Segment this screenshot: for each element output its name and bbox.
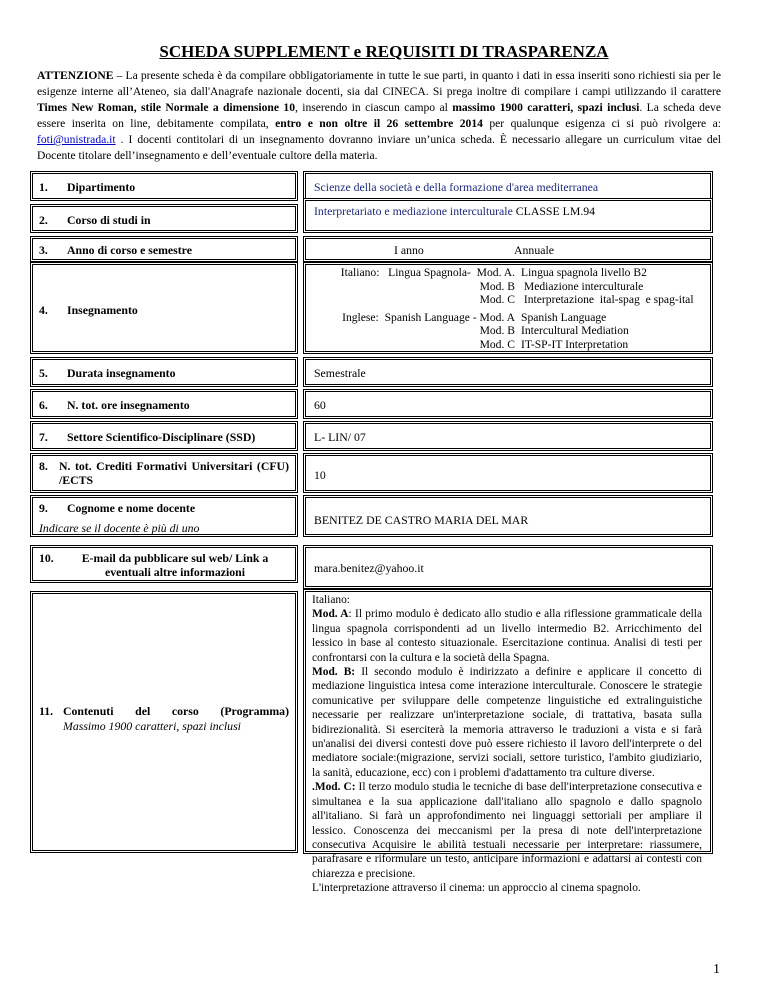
mod-b-text: Il secondo modulo è indirizzato a definire e applicare il concetto di mediazione linguistica intesa come interazione interculturale. Conoscere le strategie comunicative per sviluppare delle competenze linguistiche ed extralinguistiche necessarie per realizzare un'interpretazione sociale, di trattativa, basata sulla bidirezionalità. Si eserciterà la memoria attraverso le traduzioni a vista e si farà un'analisi dei diversi contesti dove può essere richiesto il lavoro dell'interprete o del mediatore sociale:(migrazione, servizi sociali, settore turistico, l'ambito giudiziario, la sanità, educazione, ecc) con i problemi d'adattamento tra culture diverse. bbox=[312, 666, 702, 779]
row-1-number: 1. bbox=[39, 180, 48, 194]
semester-value: Annuale bbox=[514, 243, 554, 257]
notice-text-2: , inserendo in ciascun campo al bbox=[295, 101, 453, 114]
notice-paragraph bbox=[37, 68, 721, 164]
teaching-module: Mod. C bbox=[479, 337, 515, 351]
row-9-value-cell bbox=[303, 495, 713, 537]
row-3-label-cell bbox=[30, 236, 298, 262]
year-value: I anno bbox=[394, 243, 424, 257]
email-value: mara.benitez@yahoo.it bbox=[314, 561, 424, 575]
teaching-title: Intercultural Mediation bbox=[521, 324, 629, 338]
row-11-heading bbox=[39, 704, 289, 719]
notice-attenzione: ATTENZIONE bbox=[37, 69, 114, 82]
teaching-module: Mod. B bbox=[479, 324, 515, 338]
notice-text-4: per qualunque esigenza ci si può rivolgere a: bbox=[482, 117, 721, 130]
row-1-label: Dipartimento bbox=[67, 180, 136, 194]
row-11-number: 11. bbox=[39, 704, 54, 718]
row-5-value-cell bbox=[303, 357, 713, 387]
mod-c-label: .Mod. C: bbox=[312, 781, 356, 794]
teaching-title: Mediazione interculturale bbox=[521, 279, 644, 293]
teaching-line bbox=[312, 280, 708, 294]
row-3-label: Anno di corso e semestre bbox=[67, 243, 192, 257]
row-4-number: 4. bbox=[39, 303, 48, 317]
row-11-note: Massimo 1900 caratteri, spazi inclusi bbox=[63, 719, 241, 733]
row-4-value-cell bbox=[303, 262, 713, 354]
course-value: Interpretariato e mediazione interculturale bbox=[314, 204, 513, 218]
row-4-label: Insegnamento bbox=[67, 303, 138, 317]
row-7-value-cell bbox=[303, 421, 713, 451]
notice-deadline: entro e non oltre il 26 settembre 2014 bbox=[275, 117, 483, 130]
mod-a-text: : Il primo modulo è dedicato allo studio e alla riflessione grammaticale della lingua spagnola corrispondenti ad un livello intermedio B2. Arricchimento del lessico in base al contesto situazionale. Esercitazione continua. Analisi di testi per confrontarsi con la cultura e la società della Spagna. bbox=[312, 608, 703, 664]
teaching-module: Italiano: Lingua Spagnola- Mod. A. bbox=[340, 266, 515, 279]
row-3-number: 3. bbox=[39, 243, 48, 257]
notice-text-5: . I docenti contitolari di un insegnamento dovranno inviare un’unica scheda. È necessario allegare un curriculum vitae del Docente titolare dell’insegnamento e dell’eventuale cultore della materia. bbox=[37, 133, 721, 162]
page-number: 1 bbox=[713, 962, 720, 977]
department-value: Scienze della società e della formazione d'area mediterranea bbox=[314, 180, 599, 194]
row-3-value-cell bbox=[303, 236, 713, 262]
row-9-number: 9. bbox=[39, 501, 48, 515]
row-8-number: 8. bbox=[39, 459, 48, 473]
row-5-number: 5. bbox=[39, 366, 48, 380]
teaching-line bbox=[312, 311, 708, 325]
content-intro: Italiano: bbox=[312, 594, 350, 606]
row-10-label: E-mail da pubblicare sul web/ Link a eventuali altre informazioni bbox=[81, 551, 269, 579]
row-11-label: Contenuti del corso (Programma) bbox=[63, 704, 289, 718]
content-mod-b bbox=[312, 665, 702, 780]
hours-value: 60 bbox=[314, 398, 326, 412]
row-10-value-cell bbox=[303, 545, 713, 589]
teaching-module: Inglese: Spanish Language - Mod. A bbox=[342, 310, 515, 324]
teaching-line bbox=[312, 266, 708, 280]
teaching-module: Mod. C bbox=[479, 293, 515, 307]
teaching-line bbox=[312, 338, 708, 352]
content-closing: L'interpretazione attraverso il cinema: un approccio al cinema spagnolo. bbox=[312, 882, 641, 895]
mod-a-label: Mod. A bbox=[312, 608, 349, 621]
row-7-number: 7. bbox=[39, 430, 48, 444]
teaching-title: Interpretazione ital-spag e spag-ital bbox=[521, 293, 694, 307]
row-6-label: N. tot. ore insegnamento bbox=[67, 398, 190, 412]
row-2-number: 2. bbox=[39, 213, 48, 227]
row-6-value-cell bbox=[303, 389, 713, 419]
row-5-label: Durata insegnamento bbox=[67, 366, 176, 380]
row-8-label: N. tot. Crediti Formativi Universitari (CFU) /ECTS bbox=[59, 459, 289, 487]
teaching-title: Lingua spagnola livello B2 bbox=[521, 266, 647, 279]
teacher-value: BENITEZ DE CASTRO MARIA DEL MAR bbox=[314, 513, 529, 527]
teaching-title: Spanish Language bbox=[521, 310, 607, 324]
row-7-label-cell bbox=[30, 421, 298, 451]
contact-email-link[interactable]: foti@unistrada.it bbox=[37, 133, 116, 146]
teaching-module: Mod. B bbox=[479, 279, 515, 293]
row-6-number: 6. bbox=[39, 398, 48, 412]
mod-b-label: Mod. B: bbox=[312, 666, 356, 679]
content-mod-c bbox=[312, 780, 702, 881]
row-10-number: 10. bbox=[39, 551, 54, 565]
ssd-value: L- LIN/ 07 bbox=[314, 430, 366, 444]
teaching-title: IT-SP-IT Interpretation bbox=[521, 337, 629, 351]
row-2-label: Corso di studi in bbox=[67, 213, 151, 227]
row-9-label-cell bbox=[30, 495, 298, 537]
row-5-label-cell bbox=[30, 357, 298, 387]
notice-text-1: – La presente scheda è da compilare obbligatoriamente in tutte le sue parti, in quanto i dati in essa inseriti sono richiesti sia per le esigenze interne all’Ateneo, sia dall'Anagrafe nazionale docenti, sia dal CINECA. Si prega inoltre di compilare i campi utilizzando il carattere bbox=[37, 69, 721, 98]
content-mod-a bbox=[312, 607, 702, 665]
row-8-label-cell bbox=[30, 453, 298, 493]
row-8-value-cell bbox=[303, 453, 713, 493]
page-title: SCHEDA SUPPLEMENT e REQUISITI DI TRASPARENZA bbox=[159, 42, 609, 61]
credits-value: 10 bbox=[314, 468, 326, 482]
row-11-value-cell bbox=[303, 589, 713, 895]
duration-value: Semestrale bbox=[314, 366, 366, 380]
row-1-value-cell bbox=[303, 171, 713, 201]
course-class: CLASSE LM.94 bbox=[512, 204, 596, 218]
notice-max: massimo 1900 caratteri, spazi inclusi bbox=[452, 101, 640, 114]
row-11-label-cell bbox=[30, 591, 298, 853]
row-6-label-cell bbox=[30, 389, 298, 419]
mod-c-text: Il terzo modulo studia le tecniche di base dell'interpretazione consecutiva e simultanea e la sua applicazione dall'italiano allo spagnolo e dallo spagnolo all'italiano. Si farà un approfondimento nei linguaggi settoriali per ampliare il lessico. Conoscenza dei meccanismi per la presa di note dell'interpretazione consecutiva Acquisire le abilità testuali necessarie per interpretare: riassumere, parafrasare e riformulare un testo, anticipare informazioni e adattarsi ai contesti con chiarezza e precisione. bbox=[312, 781, 702, 880]
row-2-label-cell bbox=[30, 204, 298, 233]
row-9-note: Indicare se il docente è più di uno bbox=[39, 521, 200, 535]
notice-font: Times New Roman, stile Normale a dimensione 10 bbox=[37, 101, 295, 114]
teaching-line bbox=[312, 324, 708, 338]
row-7-label: Settore Scientifico-Disciplinare (SSD) bbox=[67, 430, 256, 444]
teaching-line bbox=[312, 293, 708, 307]
notice-text-3: . La scheda deve essere inserita on line, debitamente compilata, bbox=[37, 101, 721, 130]
row-1-label-cell bbox=[30, 171, 298, 201]
row-2-value-cell bbox=[303, 198, 713, 233]
row-4-label-cell bbox=[30, 262, 298, 354]
row-9-label: Cognome e nome docente bbox=[67, 501, 196, 515]
row-10-label-cell bbox=[30, 545, 298, 583]
